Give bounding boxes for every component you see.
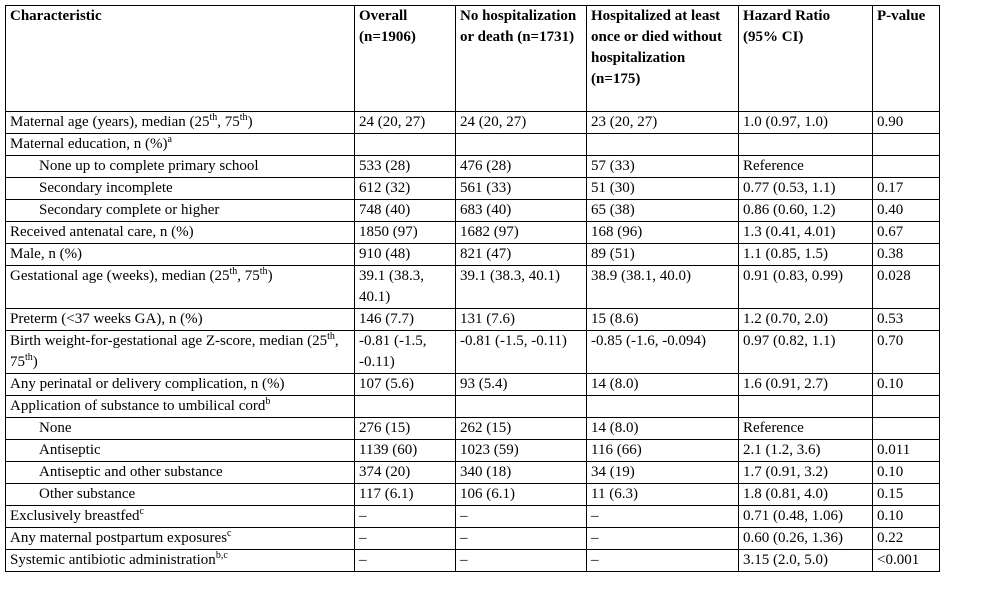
hospitalized-cell: – bbox=[587, 528, 739, 550]
row-label: Received antenatal care, n (%) bbox=[10, 224, 194, 240]
table-row bbox=[6, 440, 940, 462]
p-value-cell: 0.53 bbox=[873, 309, 940, 331]
hospitalized-cell: 38.9 (38.1, 40.0) bbox=[587, 266, 739, 309]
hospitalized-cell: 34 (19) bbox=[587, 462, 739, 484]
row-label: Male, n (%) bbox=[10, 246, 83, 262]
hazard-ratio-cell: 0.71 (0.48, 1.06) bbox=[739, 506, 873, 528]
row-label-part: ) bbox=[267, 268, 273, 284]
hospitalized-cell: 116 (66) bbox=[587, 440, 739, 462]
row-label-cell bbox=[6, 528, 355, 550]
row-label-cell bbox=[6, 222, 355, 244]
row-label: Exclusively breastfed bbox=[10, 508, 140, 524]
row-label-cell bbox=[6, 484, 355, 506]
table-row bbox=[6, 112, 940, 134]
table-row bbox=[6, 374, 940, 396]
hazard-ratio-cell: 1.2 (0.70, 2.0) bbox=[739, 309, 873, 331]
table-header bbox=[6, 6, 940, 112]
row-label-cell bbox=[6, 200, 355, 222]
no-hospitalization-cell: – bbox=[456, 506, 587, 528]
row-label-cell bbox=[6, 331, 355, 374]
no-hospitalization-cell: 106 (6.1) bbox=[456, 484, 587, 506]
hazard-ratio-cell: 1.1 (0.85, 1.5) bbox=[739, 244, 873, 266]
row-label-cell bbox=[6, 506, 355, 528]
overall-cell: 146 (7.7) bbox=[355, 309, 456, 331]
overall-cell bbox=[355, 396, 456, 418]
no-hospitalization-cell: 262 (15) bbox=[456, 418, 587, 440]
overall-cell: -0.81 (-1.5, -0.11) bbox=[355, 331, 456, 374]
no-hospitalization-cell: – bbox=[456, 550, 587, 572]
overall-cell: 910 (48) bbox=[355, 244, 456, 266]
row-label-cell bbox=[6, 244, 355, 266]
row-label-part: , 75 bbox=[217, 114, 240, 130]
row-label: Secondary complete or higher bbox=[39, 202, 220, 218]
no-hospitalization-cell: 131 (7.6) bbox=[456, 309, 587, 331]
hospitalized-cell: 57 (33) bbox=[587, 156, 739, 178]
no-hospitalization-cell: 340 (18) bbox=[456, 462, 587, 484]
footnote-marker: th bbox=[229, 266, 238, 277]
table-body bbox=[6, 112, 940, 572]
table-row bbox=[6, 309, 940, 331]
row-label: Antiseptic bbox=[39, 442, 101, 458]
footnote-marker: b bbox=[265, 396, 271, 407]
footnote-marker: b,c bbox=[215, 550, 228, 561]
row-label-cell bbox=[6, 156, 355, 178]
overall-cell: 117 (6.1) bbox=[355, 484, 456, 506]
footnote-marker: th bbox=[259, 266, 268, 277]
row-label: Gestational age (weeks), median (25 bbox=[10, 268, 230, 284]
overall-cell: 1139 (60) bbox=[355, 440, 456, 462]
row-label-cell bbox=[6, 440, 355, 462]
p-value-cell bbox=[873, 156, 940, 178]
row-label-cell bbox=[6, 112, 355, 134]
characteristics-table bbox=[5, 5, 940, 572]
p-value-cell: 0.011 bbox=[873, 440, 940, 462]
header-no-hospitalization: No hospitalization or death (n=1731) bbox=[456, 6, 587, 112]
hospitalized-cell: 168 (96) bbox=[587, 222, 739, 244]
row-label-part: , 75 bbox=[237, 268, 260, 284]
p-value-cell bbox=[873, 396, 940, 418]
table-row bbox=[6, 331, 940, 374]
hospitalized-cell: 65 (38) bbox=[587, 200, 739, 222]
overall-cell: 1850 (97) bbox=[355, 222, 456, 244]
table-row bbox=[6, 200, 940, 222]
no-hospitalization-cell bbox=[456, 396, 587, 418]
hazard-ratio-cell: 1.3 (0.41, 4.01) bbox=[739, 222, 873, 244]
p-value-cell: 0.90 bbox=[873, 112, 940, 134]
table-row bbox=[6, 178, 940, 200]
overall-cell: – bbox=[355, 528, 456, 550]
row-label-cell bbox=[6, 396, 355, 418]
hospitalized-cell: – bbox=[587, 550, 739, 572]
no-hospitalization-cell: 476 (28) bbox=[456, 156, 587, 178]
row-label-cell bbox=[6, 178, 355, 200]
hospitalized-cell: 14 (8.0) bbox=[587, 374, 739, 396]
no-hospitalization-cell: 24 (20, 27) bbox=[456, 112, 587, 134]
p-value-cell: 0.10 bbox=[873, 462, 940, 484]
table-row bbox=[6, 418, 940, 440]
row-label: Systemic antibiotic administration bbox=[10, 552, 216, 568]
hazard-ratio-cell: 1.7 (0.91, 3.2) bbox=[739, 462, 873, 484]
row-label-cell bbox=[6, 266, 355, 309]
hazard-ratio-cell: 0.60 (0.26, 1.36) bbox=[739, 528, 873, 550]
footnote-marker: th bbox=[25, 352, 33, 363]
table-row bbox=[6, 396, 940, 418]
footnote-marker: th bbox=[209, 112, 218, 123]
overall-cell: 748 (40) bbox=[355, 200, 456, 222]
row-label: None bbox=[39, 420, 72, 436]
hazard-ratio-cell: 0.86 (0.60, 1.2) bbox=[739, 200, 873, 222]
hospitalized-cell: -0.85 (-1.6, -0.094) bbox=[587, 331, 739, 374]
overall-cell: 374 (20) bbox=[355, 462, 456, 484]
hospitalized-cell: 23 (20, 27) bbox=[587, 112, 739, 134]
table-row bbox=[6, 266, 940, 309]
overall-cell: – bbox=[355, 550, 456, 572]
footnote-marker: c bbox=[139, 506, 144, 517]
row-label-part: ) bbox=[32, 354, 38, 370]
row-label-part: ) bbox=[247, 114, 253, 130]
row-label-cell bbox=[6, 550, 355, 572]
p-value-cell: <0.001 bbox=[873, 550, 940, 572]
no-hospitalization-cell: – bbox=[456, 528, 587, 550]
hazard-ratio-cell: 0.91 (0.83, 0.99) bbox=[739, 266, 873, 309]
table-row bbox=[6, 506, 940, 528]
overall-cell: 276 (15) bbox=[355, 418, 456, 440]
no-hospitalization-cell: 821 (47) bbox=[456, 244, 587, 266]
no-hospitalization-cell: 93 (5.4) bbox=[456, 374, 587, 396]
footnote-marker: a bbox=[167, 134, 172, 145]
no-hospitalization-cell: 683 (40) bbox=[456, 200, 587, 222]
table-row bbox=[6, 550, 940, 572]
header-row bbox=[6, 6, 940, 112]
p-value-cell: 0.38 bbox=[873, 244, 940, 266]
hazard-ratio-cell bbox=[739, 134, 873, 156]
header-overall: Overall (n=1906) bbox=[355, 6, 456, 112]
hazard-ratio-cell: 0.77 (0.53, 1.1) bbox=[739, 178, 873, 200]
overall-cell: 39.1 (38.3, 40.1) bbox=[355, 266, 456, 309]
hazard-ratio-cell: 2.1 (1.2, 3.6) bbox=[739, 440, 873, 462]
row-label: Preterm (<37 weeks GA), n (%) bbox=[10, 311, 203, 327]
no-hospitalization-cell: 1023 (59) bbox=[456, 440, 587, 462]
row-label: Application of substance to umbilical cord bbox=[10, 398, 266, 414]
footnote-marker: th bbox=[327, 331, 335, 342]
hazard-ratio-cell: 3.15 (2.0, 5.0) bbox=[739, 550, 873, 572]
p-value-cell: 0.028 bbox=[873, 266, 940, 309]
row-label: Maternal education, n (%) bbox=[10, 136, 168, 152]
hospitalized-cell: 51 (30) bbox=[587, 178, 739, 200]
hazard-ratio-cell: Reference bbox=[739, 156, 873, 178]
overall-cell: 24 (20, 27) bbox=[355, 112, 456, 134]
table-row bbox=[6, 462, 940, 484]
p-value-cell: 0.17 bbox=[873, 178, 940, 200]
hazard-ratio-cell: Reference bbox=[739, 418, 873, 440]
row-label: Antiseptic and other substance bbox=[39, 464, 223, 480]
p-value-cell: 0.40 bbox=[873, 200, 940, 222]
no-hospitalization-cell: 39.1 (38.3, 40.1) bbox=[456, 266, 587, 309]
row-label-cell bbox=[6, 374, 355, 396]
row-label-part: , 75 bbox=[10, 333, 339, 370]
overall-cell: 612 (32) bbox=[355, 178, 456, 200]
overall-cell: 107 (5.6) bbox=[355, 374, 456, 396]
header-characteristic: Characteristic bbox=[6, 6, 355, 112]
header-p-value: P-value bbox=[873, 6, 940, 112]
hazard-ratio-cell bbox=[739, 396, 873, 418]
p-value-cell: 0.15 bbox=[873, 484, 940, 506]
p-value-cell: 0.67 bbox=[873, 222, 940, 244]
row-label: Secondary incomplete bbox=[39, 180, 173, 196]
p-value-cell bbox=[873, 418, 940, 440]
hazard-ratio-cell: 1.6 (0.91, 2.7) bbox=[739, 374, 873, 396]
table-row bbox=[6, 222, 940, 244]
hospitalized-cell: 89 (51) bbox=[587, 244, 739, 266]
row-label-cell bbox=[6, 462, 355, 484]
hazard-ratio-cell: 1.8 (0.81, 4.0) bbox=[739, 484, 873, 506]
hospitalized-cell: – bbox=[587, 506, 739, 528]
row-label: None up to complete primary school bbox=[39, 158, 259, 174]
row-label-cell bbox=[6, 418, 355, 440]
p-value-cell: 0.10 bbox=[873, 506, 940, 528]
overall-cell: – bbox=[355, 506, 456, 528]
no-hospitalization-cell: -0.81 (-1.5, -0.11) bbox=[456, 331, 587, 374]
row-label: Maternal age (years), median (25 bbox=[10, 114, 210, 130]
p-value-cell: 0.22 bbox=[873, 528, 940, 550]
table-row bbox=[6, 484, 940, 506]
table-row bbox=[6, 244, 940, 266]
header-hospitalized: Hospitalized at least once or died without hospitalization (n=175) bbox=[587, 6, 739, 112]
overall-cell bbox=[355, 134, 456, 156]
table-row bbox=[6, 134, 940, 156]
p-value-cell bbox=[873, 134, 940, 156]
hospitalized-cell: 15 (8.6) bbox=[587, 309, 739, 331]
footnote-marker: c bbox=[227, 528, 232, 539]
hospitalized-cell: 14 (8.0) bbox=[587, 418, 739, 440]
hazard-ratio-cell: 1.0 (0.97, 1.0) bbox=[739, 112, 873, 134]
hospitalized-cell bbox=[587, 134, 739, 156]
header-hazard-ratio: Hazard Ratio (95% CI) bbox=[739, 6, 873, 112]
p-value-cell: 0.70 bbox=[873, 331, 940, 374]
no-hospitalization-cell bbox=[456, 134, 587, 156]
row-label: Any perinatal or delivery complication, n (%) bbox=[10, 376, 285, 392]
row-label-cell bbox=[6, 134, 355, 156]
hazard-ratio-cell: 0.97 (0.82, 1.1) bbox=[739, 331, 873, 374]
table-row bbox=[6, 156, 940, 178]
no-hospitalization-cell: 1682 (97) bbox=[456, 222, 587, 244]
row-label: Any maternal postpartum exposures bbox=[10, 530, 228, 546]
table-row bbox=[6, 528, 940, 550]
no-hospitalization-cell: 561 (33) bbox=[456, 178, 587, 200]
hospitalized-cell: 11 (6.3) bbox=[587, 484, 739, 506]
hospitalized-cell bbox=[587, 396, 739, 418]
footnote-marker: th bbox=[239, 112, 248, 123]
row-label: Other substance bbox=[39, 486, 136, 502]
row-label-cell bbox=[6, 309, 355, 331]
p-value-cell: 0.10 bbox=[873, 374, 940, 396]
overall-cell: 533 (28) bbox=[355, 156, 456, 178]
row-label: Birth weight-for-gestational age Z-score, median (25 bbox=[10, 333, 328, 349]
